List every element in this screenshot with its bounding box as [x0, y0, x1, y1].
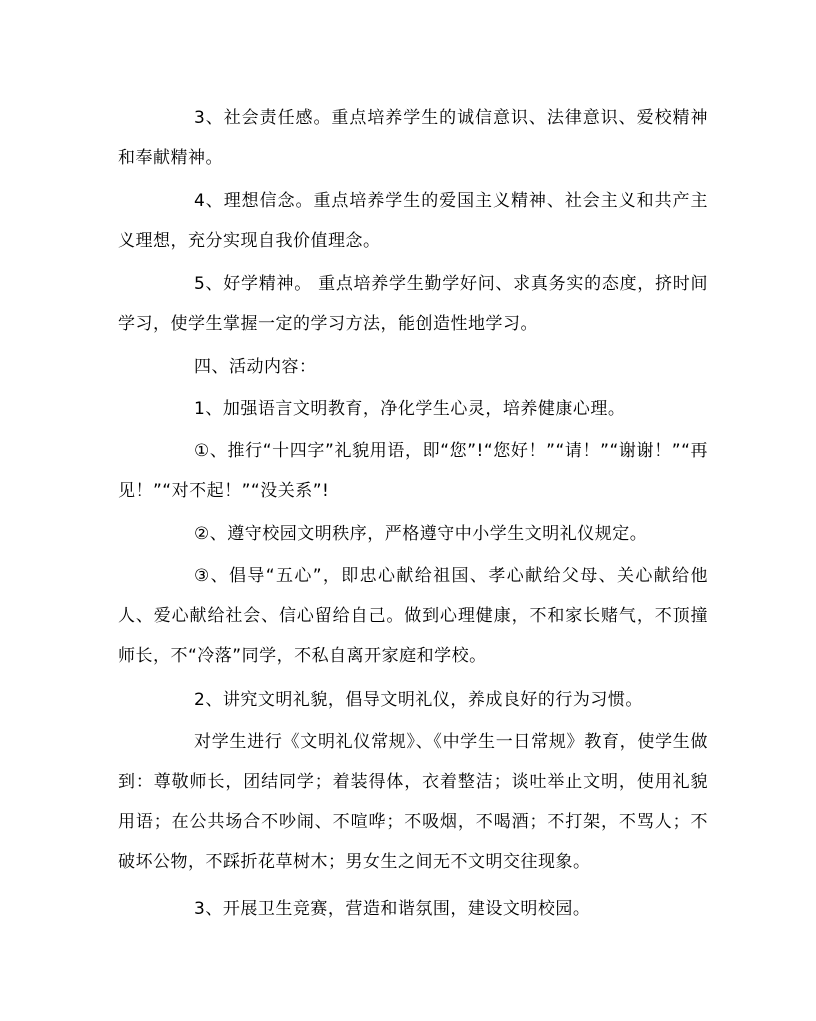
paragraph-learning-spirit: 5、好学精神。 重点培养学生勤学好问、求真务实的态度，挤时间学习，使学生掌握一定的学习方法，能创造性地学习。: [118, 274, 708, 334]
section-heading-activity-content: 四、活动内容：: [194, 357, 317, 377]
paragraph-five-hearts: ③、倡导“五心”，即忠心献给祖国、孝心献给父母、关心献给他人、爱心献给社会、信心留给自己。做到心理健康，不和家长赌气，不顶撞师长，不“冷落”同学，不私自离开家庭和学校。: [118, 566, 708, 666]
paragraph-hygiene-competition: 3、开展卫生竞赛，营造和谐氛围，建设文明校园。: [194, 899, 591, 919]
paragraph-social-responsibility: 3、社会责任感。重点培养学生的诚信意识、法律意识、爱校精神和奉献精神。: [118, 108, 708, 168]
paragraph-language-civility: 1、加强语言文明教育，净化学生心灵，培养健康心理。: [194, 399, 626, 419]
paragraph-campus-order: ②、遵守校园文明秩序，严格遵守中小学生文明礼仪规定。: [194, 524, 648, 544]
paragraph-polite-phrases: ①、推行“十四字”礼貌用语，即“您”!“您好！”“请！”“谢谢！”“再见！”“对不起！”“没关系”!: [118, 441, 708, 501]
paragraph-ideals-beliefs: 4、理想信念。重点培养学生的爱国主义精神、社会主义和共产主义理想，充分实现自我价值理念。: [118, 191, 708, 251]
paragraph-civilized-manners: 2、讲究文明礼貌，倡导文明礼仪，养成良好的行为习惯。: [194, 690, 643, 710]
paragraph-etiquette-education: 对学生进行《文明礼仪常规》、《中学生一日常规》教育，使学生做到：尊敬师长，团结同学；着装得体，衣着整洁；谈吐举止文明，使用礼貌用语；在公共场合不吵闹、不喧哗；不吸烟，不喝酒；不打架，不骂人；不破坏公物，不踩折花草树木；男女生之间无不文明交往现象。: [118, 732, 708, 872]
